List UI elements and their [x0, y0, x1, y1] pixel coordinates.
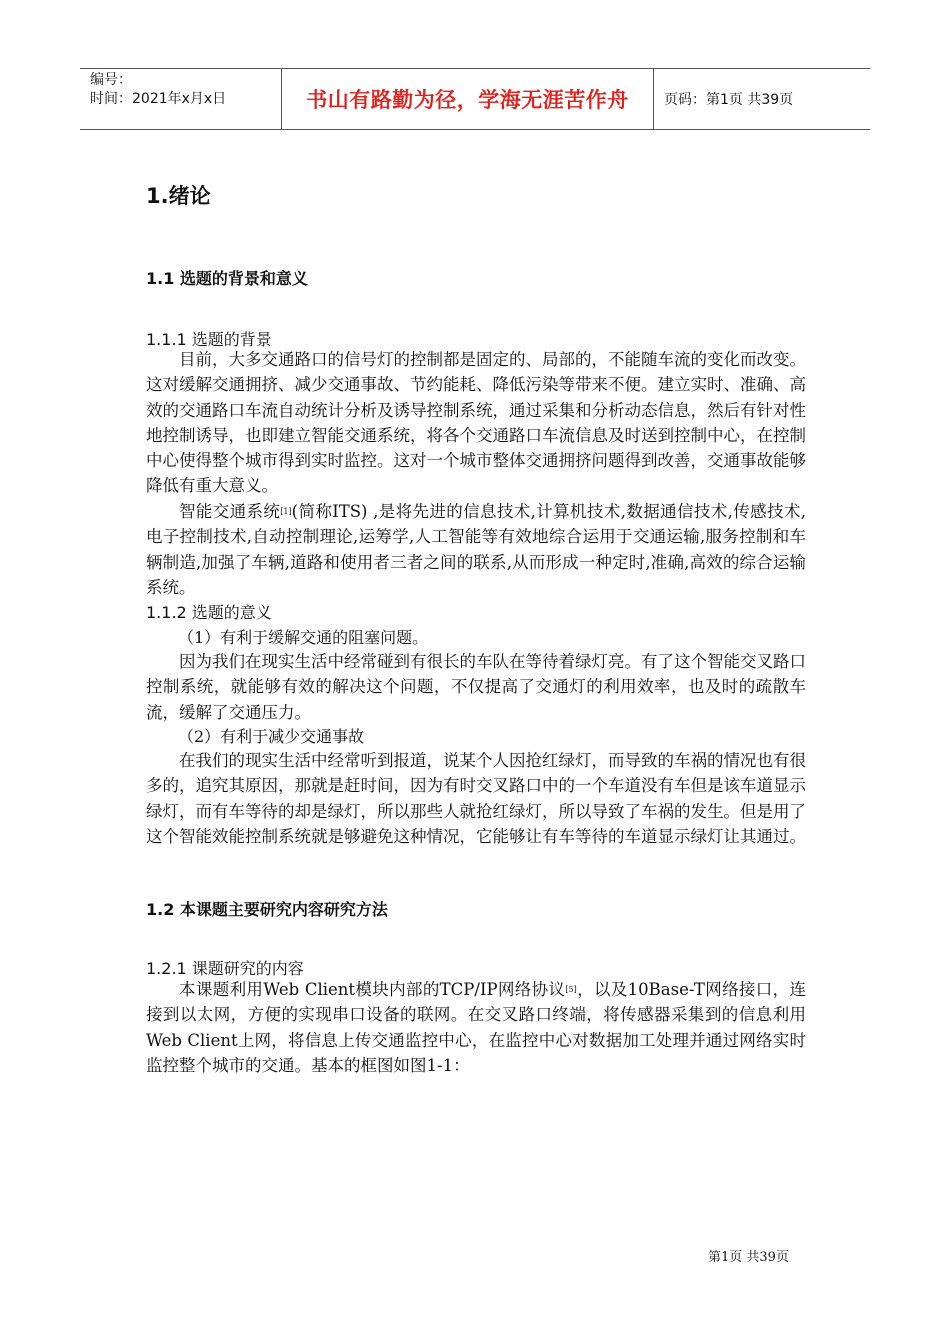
section-1-2-1-heading: 1.2.1 课题研究的内容 [146, 959, 304, 978]
list-item-2: （2）有利于减少交通事故 [178, 727, 365, 746]
chapter-title: 1.绪论 [146, 184, 211, 208]
section-1-1-2-heading: 1.1.2 选题的意义 [146, 603, 272, 622]
paragraph-significance-1: 因为我们在现实生活中经常碰到有很长的车队在等待着绿灯亮。有了这个智能交叉路口控制系统，就能够有效的解决这个问题，不仅提高了交通灯的利用效率，也及时的疏散车流，缓解了交通压力。 [146, 652, 806, 722]
number-label: 编号： [90, 72, 132, 88]
citation-ref: [5] [565, 985, 577, 994]
header-page-code: 页码：第1页 共39页 [664, 92, 794, 108]
document-header [80, 68, 870, 130]
section-1-2-heading: 1.2 本课题主要研究内容研究方法 [146, 900, 388, 919]
header-motto: 书山有路勤为径，学海无涯苦作舟 [282, 69, 654, 129]
citation-ref: [1] [280, 507, 292, 516]
paragraph-research-content: 本课题利用Web Client模块内部的TCP/IP网络协议[5]，以及10Base-T网络接口，连接到以太网，方便的实现串口设备的联网。在交叉路口终端，将传感器采集到的信息利用Web Client上网，将信息上传交通监控中心，在监控中心对数据加工处理并通过网络实时监控整个城市的交通。基本的框图如图1-1： [146, 980, 806, 1075]
paragraph-its: 智能交通系统[1](简称ITS) ,是将先进的信息技术,计算机技术,数据通信技术,传感技术,电子控制技术,自动控制理论,运筹学,人工智能等有效地综合运用于交通运输,服务控制和车辆制造,加强了车辆,道路和使用者三者之间的联系,从而形成一种定时,准确,高效的综合运输系统。 [146, 502, 807, 597]
paragraph-significance-2: 在我们的现实生活中经常听到报道，说某个人因抢红绿灯，而导致的车祸的情况也有很多的，追究其原因，那就是赶时间，因为有时交叉路口中的一个车道没有车但是该车道显示绿灯，而有车等待的却是绿灯，所以那些人就抢红绿灯，所以导致了车祸的发生。但是用了这个智能效能控制系统就是够避免这种情况，它能够让有车等待的车道显示绿灯让其通过。 [146, 751, 806, 846]
paragraph-background: 目前，大多交通路口的信号灯的控制都是固定的、局部的，不能随车流的变化而改变。这对缓解交通拥挤、减少交通事故、节约能耗、降低污染等带来不便。建立实时、准确、高效的交通路口车流自动统计分析及诱导控制系统，通过采集和分析动态信息，然后有针对性地控制诱导，也即建立智能交通系统，将各个交通路口车流信息及时送到控制中心，在控制中心使得整个城市得到实时监控。这对一个城市整体交通拥挤问题得到改善，交通事故能够降低有重大意义。 [146, 350, 806, 496]
header-meta-cell [80, 69, 282, 129]
page-footer: 第1页 共39页 [708, 1250, 789, 1265]
section-1-1-1-heading: 1.1.1 选题的背景 [146, 330, 272, 349]
time-label: 时间：2021年x月x日 [90, 91, 227, 107]
list-item-1: （1）有利于缓解交通的阻塞问题。 [178, 628, 429, 647]
section-1-1-heading: 1.1 选题的背景和意义 [146, 269, 308, 288]
